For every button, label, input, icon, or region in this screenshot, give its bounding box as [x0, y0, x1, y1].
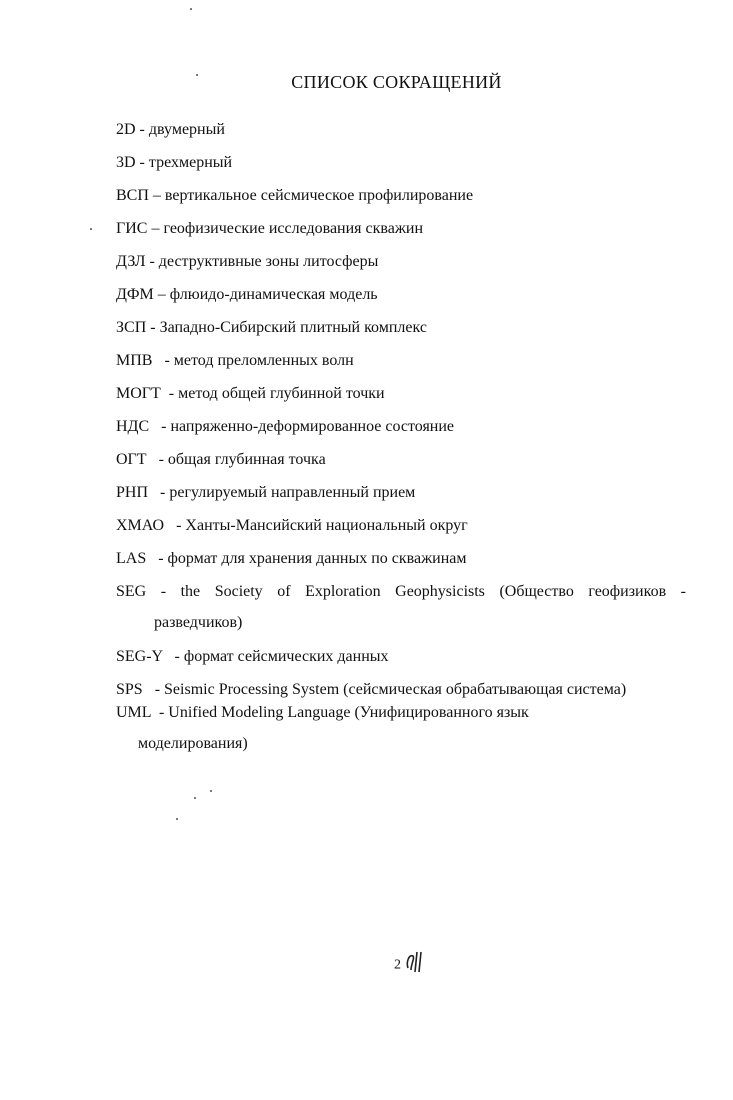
entry-text: МПВ - метод преломленных волн	[116, 352, 354, 369]
entry-text: НДС - напряженно-деформированное состояние	[116, 418, 455, 435]
scan-speck	[190, 8, 192, 10]
handwritten-mark-icon	[405, 950, 427, 981]
list-item	[116, 483, 415, 503]
entry-text: ОГТ - общая глубинная точка	[116, 451, 326, 468]
list-item	[116, 680, 626, 700]
entry-continuation: разведчиков)	[154, 614, 243, 631]
entry-text: LAS - формат для хранения данных по скважинам	[116, 550, 467, 567]
scan-speck	[194, 797, 196, 799]
scan-speck	[90, 228, 92, 230]
page-number-text: 2	[394, 957, 401, 973]
list-item	[116, 285, 378, 305]
entry-text: 3D - трехмерный	[116, 154, 233, 171]
page-title: СПИСОК СОКРАЩЕНИЙ	[291, 72, 502, 92]
list-item	[116, 120, 225, 140]
entry-text: 2D - двумерный	[116, 121, 225, 138]
entry-text: SEG-Y - формат сейсмических данных	[116, 648, 389, 665]
scan-speck	[210, 790, 212, 792]
list-item	[116, 549, 467, 569]
list-item	[116, 153, 232, 173]
scan-speck	[176, 818, 178, 820]
entry-text: ДЗЛ - деструктивные зоны литосферы	[116, 253, 379, 270]
list-item	[116, 450, 326, 470]
entry-text: UML - Unified Modeling Language (Унифицированного язык	[116, 704, 529, 721]
entry-text: ВСП – вертикальное сейсмическое профилирование	[116, 187, 474, 204]
page-number	[394, 950, 427, 981]
entry-text: ЗСП - Западно-Сибирский плитный комплекс	[116, 319, 427, 336]
list-item	[116, 647, 389, 667]
list-item	[116, 351, 354, 371]
entry-text: МОГТ - метод общей глубинной точки	[116, 385, 385, 402]
list-item	[116, 582, 686, 631]
list-item	[116, 219, 423, 239]
list-item	[116, 186, 473, 206]
entry-text: SPS - Seismic Processing System (сейсмическая обрабатывающая система)	[116, 681, 627, 698]
entry-text: РНП - регулируемый направленный прием	[116, 484, 416, 501]
list-item	[116, 252, 378, 272]
list-item	[116, 516, 468, 536]
list-item	[116, 384, 385, 404]
list-item	[116, 318, 427, 338]
entry-text: ДФМ – флюидо-динамическая модель	[116, 286, 378, 303]
entry-text: ГИС – геофизические исследования скважин	[116, 220, 424, 237]
entry-text: SEG - the Society of Exploration Geophysicists (Общество геофизиков -	[116, 583, 686, 600]
list-item	[116, 417, 454, 437]
entry-text: ХМАО - Ханты-Мансийский национальный округ	[116, 517, 468, 534]
entry-continuation: моделирования)	[138, 735, 248, 752]
list-item	[116, 703, 529, 752]
